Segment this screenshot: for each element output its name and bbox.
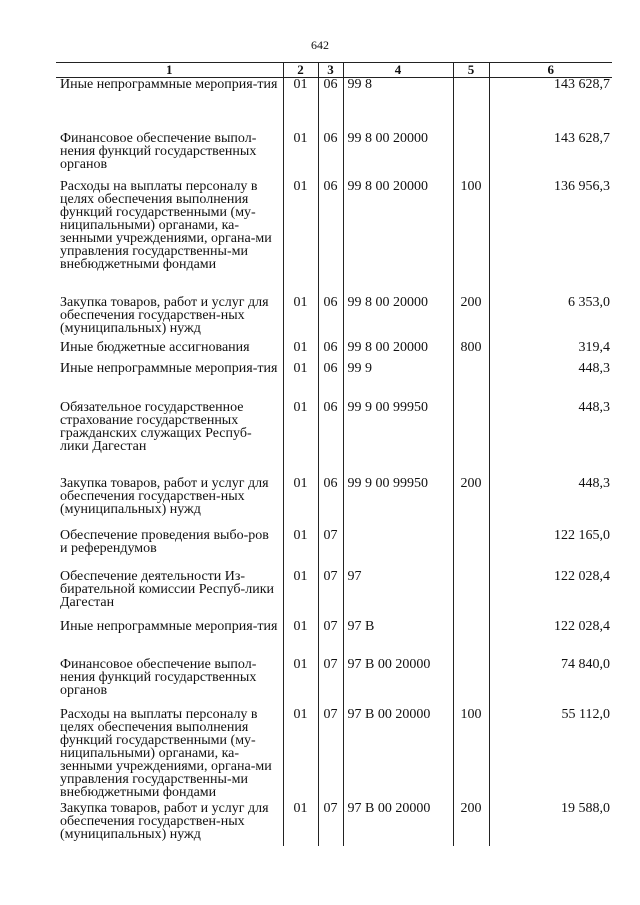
row-name: Обязательное государственное страхование государственных гражданских служащих Респуб-лики Дагестан	[60, 399, 252, 454]
row-amount: 143 628,7	[489, 132, 612, 180]
row-target-article: 99 9 00 99950	[343, 477, 453, 529]
table-row	[56, 78, 612, 132]
header-cell-2: 2	[283, 63, 318, 78]
row-target-article: 99 9 00 99950	[343, 401, 453, 477]
row-subsection: 07	[318, 529, 343, 570]
row-name: Расходы на выплаты персоналу в целях обеспечения выполнения функций государственными (му-ниципальными) органами, ка-зенными учреждениями, органа-ми управления государственны-ми внебюджетными фондами	[60, 706, 272, 800]
row-expense-type	[453, 620, 489, 658]
row-amount: 74 840,0	[489, 658, 612, 708]
row-section: 01	[283, 477, 318, 529]
row-expense-type: 200	[453, 802, 489, 846]
row-subsection: 06	[318, 362, 343, 401]
row-target-article: 97 В	[343, 620, 453, 658]
row-subsection: 07	[318, 802, 343, 846]
row-section: 01	[283, 620, 318, 658]
table-row	[56, 529, 612, 570]
row-amount: 122 028,4	[489, 570, 612, 620]
row-subsection: 06	[318, 477, 343, 529]
header-cell-5: 5	[453, 63, 489, 78]
row-name: Иные непрограммные мероприя-тия	[60, 618, 278, 634]
row-name: Иные бюджетные ассигнования	[60, 339, 250, 355]
row-amount: 448,3	[489, 477, 612, 529]
row-subsection: 07	[318, 620, 343, 658]
row-section: 01	[283, 341, 318, 362]
row-expense-type	[453, 529, 489, 570]
row-expense-type	[453, 362, 489, 401]
header-cell-6: 6	[489, 63, 612, 78]
row-amount: 448,3	[489, 401, 612, 477]
row-target-article: 99 9	[343, 362, 453, 401]
row-amount: 55 112,0	[489, 708, 612, 802]
row-expense-type: 200	[453, 477, 489, 529]
row-name: Закупка товаров, работ и услуг для обеспечения государствен-ных (муниципальных) нужд	[60, 294, 269, 336]
row-expense-type	[453, 570, 489, 620]
budget-table	[56, 62, 612, 846]
row-expense-type	[453, 401, 489, 477]
row-target-article: 99 8 00 20000	[343, 296, 453, 341]
row-subsection: 07	[318, 708, 343, 802]
row-amount: 19 588,0	[489, 802, 612, 846]
row-name: Закупка товаров, работ и услуг для обеспечения государствен-ных (муниципальных) нужд	[60, 475, 269, 517]
row-amount: 448,3	[489, 362, 612, 401]
table-row	[56, 658, 612, 708]
table-row	[56, 296, 612, 341]
row-name: Обеспечение деятельности Из-бирательной комиссии Респуб-лики Дагестан	[60, 568, 274, 610]
header-cell-1: 1	[56, 63, 283, 78]
page-number: 642	[311, 38, 329, 52]
row-target-article: 99 8 00 20000	[343, 341, 453, 362]
row-name: Иные непрограммные мероприя-тия	[60, 360, 278, 376]
row-target-article: 99 8 00 20000	[343, 180, 453, 296]
table-row	[56, 477, 612, 529]
row-amount: 136 956,3	[489, 180, 612, 296]
row-expense-type: 200	[453, 296, 489, 341]
row-name: Финансовое обеспечение выпол-нения функций государственных органов	[60, 656, 257, 698]
row-subsection: 06	[318, 180, 343, 296]
header-row	[56, 63, 612, 78]
table-row	[56, 132, 612, 180]
row-expense-type	[453, 78, 489, 132]
row-name: Иные непрограммные мероприя-тия	[60, 77, 278, 92]
row-target-article: 97 В 00 20000	[343, 658, 453, 708]
row-target-article: 97 В 00 20000	[343, 802, 453, 846]
row-subsection: 06	[318, 78, 343, 132]
row-subsection: 06	[318, 341, 343, 362]
row-section: 01	[283, 296, 318, 341]
row-subsection: 07	[318, 570, 343, 620]
row-section: 01	[283, 180, 318, 296]
row-name: Расходы на выплаты персоналу в целях обеспечения выполнения функций государственными (му-ниципальными) органами, ка-зенными учреждениями, органа-ми управления государственны-ми внебюджетными фондами	[60, 178, 272, 272]
row-target-article: 97	[343, 570, 453, 620]
row-section: 01	[283, 802, 318, 846]
row-subsection: 06	[318, 296, 343, 341]
row-section: 01	[283, 78, 318, 132]
table-row	[56, 708, 612, 802]
table-row	[56, 620, 612, 658]
row-expense-type	[453, 658, 489, 708]
row-section: 01	[283, 658, 318, 708]
row-section: 01	[283, 570, 318, 620]
header-cell-4: 4	[343, 63, 453, 78]
row-subsection: 06	[318, 401, 343, 477]
row-amount: 319,4	[489, 341, 612, 362]
row-target-article: 99 8	[343, 78, 453, 132]
table-row	[56, 341, 612, 362]
row-subsection: 07	[318, 658, 343, 708]
row-expense-type: 100	[453, 708, 489, 802]
row-target-article: 97 В 00 20000	[343, 708, 453, 802]
row-subsection: 06	[318, 132, 343, 180]
table-row	[56, 802, 612, 846]
row-amount: 143 628,7	[489, 78, 612, 132]
row-name: Финансовое обеспечение выпол-нения функций государственных органов	[60, 130, 257, 172]
row-expense-type: 800	[453, 341, 489, 362]
row-amount: 122 028,4	[489, 620, 612, 658]
row-name: Обеспечение проведения выбо-ров и референдумов	[60, 527, 269, 556]
table-row	[56, 401, 612, 477]
row-expense-type: 100	[453, 180, 489, 296]
table-row	[56, 362, 612, 401]
row-section: 01	[283, 529, 318, 570]
row-target-article	[343, 529, 453, 570]
row-amount: 122 165,0	[489, 529, 612, 570]
row-section: 01	[283, 362, 318, 401]
row-section: 01	[283, 401, 318, 477]
table-row	[56, 180, 612, 296]
row-amount: 6 353,0	[489, 296, 612, 341]
table-row	[56, 570, 612, 620]
row-name: Закупка товаров, работ и услуг для обеспечения государствен-ных (муниципальных) нужд	[60, 800, 269, 842]
row-target-article: 99 8 00 20000	[343, 132, 453, 180]
header-cell-3: 3	[318, 63, 343, 78]
row-expense-type	[453, 132, 489, 180]
row-section: 01	[283, 132, 318, 180]
row-section: 01	[283, 708, 318, 802]
